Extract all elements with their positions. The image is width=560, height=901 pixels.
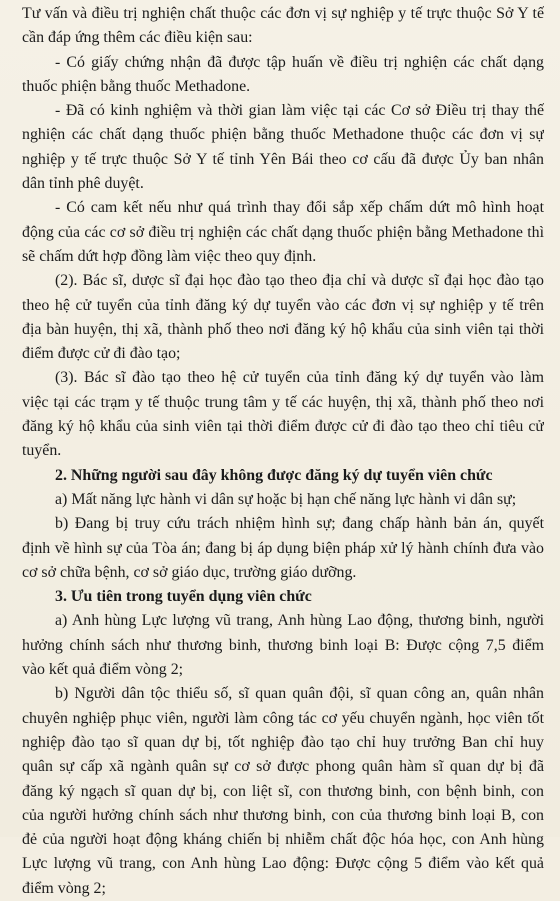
text-line: đẻ của người hoạt động kháng chiến bị nhiễm chất độc hóa học, con Anh hùng <box>22 831 544 849</box>
text-line: chuyên nghiệp phục viên, người làm công tác cơ yếu chuyển ngành, học viên tốt <box>22 709 544 727</box>
text-line: tuyển. <box>22 442 62 460</box>
section-heading: 3. Ưu tiên trong tuyển dụng viên chức <box>55 588 312 606</box>
text-line: dân tỉnh phê duyệt. <box>22 175 144 193</box>
text-line: điểm được cử đi đào tạo; <box>22 345 181 363</box>
text-line: nghiện các chất dạng thuốc phiện bằng thuốc Methadone thuộc các đơn vị sự <box>22 126 544 144</box>
text-line: điểm vòng 2; <box>22 879 106 897</box>
text-line: b) Đang bị truy cứu trách nhiệm hình sự; đang chấp hành bản án, quyết <box>55 515 544 533</box>
text-line: Tư vấn và điều trị nghiện chất thuộc các đơn vị sự nghiệp y tế trực thuộc Sở Y tế <box>22 5 544 22</box>
text-line: vào kết quả điểm vòng 2; <box>22 661 184 679</box>
text-line: định về hình sự của Tòa án; đang bị áp dụng biện pháp xử lý hành chính đưa vào <box>22 539 544 557</box>
text-line: - Có giấy chứng nhận đã được tập huấn về điều trị nghiện các chất dạng <box>55 53 544 71</box>
text-line: cơ sở chữa bệnh, cơ sở giáo dục, trường giáo dưỡng. <box>22 563 357 581</box>
text-line: Lực lượng vũ trang, con Anh hùng Lao động: Được cộng 5 điểm vào kết quả <box>22 855 544 873</box>
text-line: đăng ký hộ khẩu của sinh viên tại thời điểm được cử đi đào tạo theo chỉ tiêu cử <box>22 418 544 436</box>
text-line: quân sự cấp xã ngành quân sự cơ sở được phong quân hàm sĩ quan dự bị đã <box>22 758 544 776</box>
text-line: theo hệ cử tuyển của tỉnh đăng ký dự tuyển vào các đơn vị sự nghiệp y tế trên <box>22 296 544 314</box>
text-line: - Đã có kinh nghiệm và thời gian làm việc tại các Cơ sở Điều trị thay thế <box>55 102 544 120</box>
text-line: của người hưởng chính sách như thương binh, con của thương binh loại B, con <box>22 806 544 824</box>
text-line: cần đáp ứng thêm các điều kiện sau: <box>22 29 253 47</box>
text-line: sẽ chấm dứt hợp đồng làm việc theo quy định. <box>22 247 317 265</box>
text-line: nghiệp y tế trực thuộc Sở Y tế tỉnh Yên Bái theo cơ cấu đã được Ủy ban nhân <box>22 150 544 168</box>
text-line: việc tại các trạm y tế thuộc trung tâm y tế các huyện, thị xã, thành phố theo nơi <box>22 393 544 411</box>
section-heading: 2. Những người sau đây không được đăng ký dự tuyển viên chức <box>55 466 493 484</box>
text-line: địa bàn huyện, thị xã, thành phố theo nơi đăng ký hộ khẩu của sinh viên tại thời <box>22 320 544 338</box>
text-line: a) Mất năng lực hành vi dân sự hoặc bị hạn chế năng lực hành vi dân sự; <box>55 490 517 508</box>
text-line: động của các cơ sở điều trị nghiện các chất dạng thuốc phiện bằng Methadone thì <box>22 223 544 241</box>
text-line: (2). Bác sĩ, dược sĩ đại học đào tạo theo địa chỉ và dược sĩ đại học đào tạo <box>55 272 544 290</box>
text-line: a) Anh hùng Lực lượng vũ trang, Anh hùng Lao động, thương binh, người <box>55 612 544 630</box>
text-line: nghiệp đào tạo sĩ quan dự bị, tốt nghiệp đào tạo chỉ huy trưởng Ban chỉ huy <box>22 733 544 751</box>
text-line: b) Người dân tộc thiểu số, sĩ quan quân đội, sĩ quan công an, quân nhân <box>55 685 544 703</box>
text-line: thuốc phiện bằng thuốc Methadone. <box>22 77 251 95</box>
text-line: hưởng chính sách như thương binh, thương binh loại B: Được cộng 7,5 điểm <box>22 636 544 654</box>
text-line: - Có cam kết nếu như quá trình thay đổi sắp xếp chấm dứt mô hình hoạt <box>55 199 544 217</box>
text-line: (3). Bác sĩ đào tạo theo hệ cử tuyển của tỉnh đăng ký dự tuyển vào làm <box>55 369 544 387</box>
text-line: đăng ký ngạch sĩ quan dự bị, con liệt sĩ, con thương binh, con bệnh binh, con <box>22 782 544 800</box>
document-body <box>22 2 544 901</box>
